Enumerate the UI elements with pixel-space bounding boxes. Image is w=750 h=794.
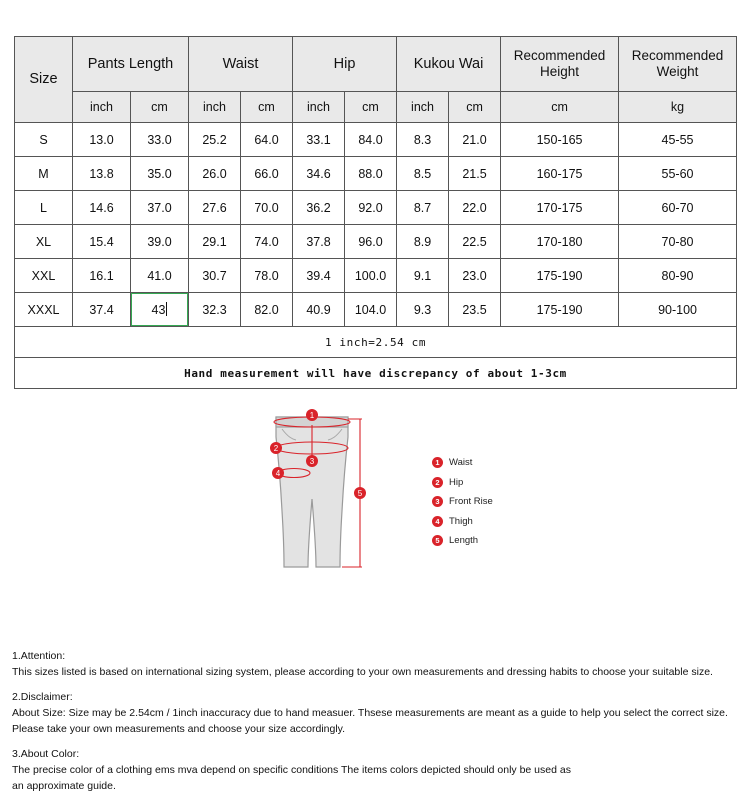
svg-text:3: 3 (309, 457, 315, 466)
unit-pants-inch: inch (73, 92, 131, 123)
cell-pants-inch[interactable]: 13.8 (73, 157, 131, 191)
cell-hip-inch[interactable]: 39.4 (293, 259, 345, 293)
legend-item (432, 516, 493, 527)
cell-pants-cm[interactable]: 37.0 (131, 191, 189, 225)
cell-kukou-inch[interactable]: 9.1 (397, 259, 449, 293)
legend-marker-icon: 4 (432, 516, 443, 527)
cell-pants-inch[interactable]: 37.4 (73, 293, 131, 327)
header-size: Size (15, 37, 73, 123)
note-attention (12, 648, 738, 680)
diagram-legend (432, 457, 493, 555)
cell-waist-cm[interactable]: 78.0 (241, 259, 293, 293)
cell-waist-inch[interactable]: 25.2 (189, 123, 241, 157)
legend-label: Waist (449, 457, 473, 468)
svg-text:4: 4 (275, 469, 281, 478)
cell-weight[interactable]: 90-100 (619, 293, 737, 327)
table-unit-row (15, 92, 737, 123)
cell-weight[interactable]: 70-80 (619, 225, 737, 259)
cell-pants-cm-value: 43 (151, 303, 166, 317)
cell-pants-cm[interactable]: 41.0 (131, 259, 189, 293)
note-about-color-line: The precise color of a clothing ems mva depend on specific conditions The items colors depicted should only be used as (12, 764, 571, 776)
cell-pants-cm-editing[interactable] (131, 293, 189, 327)
cell-height[interactable]: 175-190 (501, 293, 619, 327)
marker-3 (306, 455, 318, 467)
cell-weight[interactable]: 55-60 (619, 157, 737, 191)
cell-pants-cm[interactable]: 35.0 (131, 157, 189, 191)
cell-waist-inch[interactable]: 29.1 (189, 225, 241, 259)
header-kukou-wai: Kukou Wai (397, 37, 501, 92)
legend-item (432, 496, 493, 507)
note-disclaimer-title: 2.Disclaimer: (12, 691, 73, 703)
legend-item (432, 457, 493, 468)
cell-waist-inch[interactable]: 32.3 (189, 293, 241, 327)
cell-height[interactable]: 150-165 (501, 123, 619, 157)
cell-waist-cm[interactable]: 74.0 (241, 225, 293, 259)
cell-height[interactable]: 175-190 (501, 259, 619, 293)
note-attention-title: 1.Attention: (12, 650, 66, 662)
table-row (15, 157, 737, 191)
cell-height[interactable]: 170-180 (501, 225, 619, 259)
table-row (15, 191, 737, 225)
cell-kukou-inch[interactable]: 8.7 (397, 191, 449, 225)
cell-kukou-cm[interactable]: 22.0 (449, 191, 501, 225)
cell-pants-cm[interactable]: 33.0 (131, 123, 189, 157)
cell-kukou-inch[interactable]: 9.3 (397, 293, 449, 327)
pants-illustration (252, 403, 372, 575)
cell-size[interactable]: XXXL (15, 293, 73, 327)
table-row (15, 259, 737, 293)
cell-waist-inch[interactable]: 26.0 (189, 157, 241, 191)
note-disclaimer-line: Please take your own measurements and choose your size accordingly. (12, 723, 346, 735)
legend-item (432, 477, 493, 488)
size-chart-page (0, 36, 750, 792)
measurement-diagram (0, 397, 750, 587)
cell-size[interactable]: L (15, 191, 73, 225)
header-pants-length: Pants Length (73, 37, 189, 92)
cell-weight[interactable]: 80-90 (619, 259, 737, 293)
cell-hip-inch[interactable]: 34.6 (293, 157, 345, 191)
cell-height[interactable]: 170-175 (501, 191, 619, 225)
cell-pants-inch[interactable]: 13.0 (73, 123, 131, 157)
marker-5 (354, 487, 366, 499)
cell-kukou-cm[interactable]: 23.5 (449, 293, 501, 327)
cell-hip-cm[interactable]: 96.0 (345, 225, 397, 259)
cell-hip-inch[interactable]: 33.1 (293, 123, 345, 157)
table-header-row (15, 37, 737, 92)
note-disclaimer (12, 689, 738, 737)
note-disclaimer-line: About Size: Size may be 2.54cm / 1inch inaccuracy due to hand measuer. Thsese measurements are meant as a guide to help you select the correct size. (12, 707, 728, 719)
cell-weight[interactable]: 45-55 (619, 123, 737, 157)
legend-marker-icon: 2 (432, 477, 443, 488)
unit-waist-inch: inch (189, 92, 241, 123)
unit-hip-cm: cm (345, 92, 397, 123)
cell-size[interactable]: M (15, 157, 73, 191)
cell-waist-cm[interactable]: 82.0 (241, 293, 293, 327)
note-inch-conversion: 1 inch=2.54 cm (15, 327, 737, 358)
legend-label: Length (449, 535, 479, 546)
note-attention-line: This sizes listed is based on international sizing system, please according to your own measurements and dressing habits to choose your suitable size. (12, 666, 713, 678)
cell-kukou-cm[interactable]: 21.5 (449, 157, 501, 191)
cell-waist-cm[interactable]: 70.0 (241, 191, 293, 225)
cell-hip-cm[interactable]: 104.0 (345, 293, 397, 327)
cell-size[interactable]: XXL (15, 259, 73, 293)
cell-hip-inch[interactable]: 36.2 (293, 191, 345, 225)
legend-label: Front Rise (449, 496, 493, 507)
cell-kukou-cm[interactable]: 22.5 (449, 225, 501, 259)
table-row (15, 225, 737, 259)
svg-text:2: 2 (273, 444, 279, 453)
legend-label: Hip (449, 476, 464, 488)
size-table (14, 36, 737, 389)
unit-kukou-inch: inch (397, 92, 449, 123)
cell-kukou-inch[interactable]: 8.9 (397, 225, 449, 259)
cell-kukou-cm[interactable]: 23.0 (449, 259, 501, 293)
cell-kukou-cm[interactable]: 21.0 (449, 123, 501, 157)
footer-notes (12, 648, 738, 794)
cell-pants-inch[interactable]: 14.6 (73, 191, 131, 225)
table-row (15, 293, 737, 327)
cell-hip-inch[interactable]: 40.9 (293, 293, 345, 327)
cell-hip-cm[interactable]: 88.0 (345, 157, 397, 191)
pants-svg (252, 403, 372, 575)
header-recommended-weight: Recommended Weight (619, 37, 737, 92)
cell-size[interactable]: XL (15, 225, 73, 259)
svg-text:1: 1 (309, 411, 315, 420)
marker-1 (306, 409, 318, 421)
table-note-row (15, 327, 737, 358)
cell-hip-cm[interactable]: 92.0 (345, 191, 397, 225)
cell-weight[interactable]: 60-70 (619, 191, 737, 225)
note-about-color (12, 746, 738, 794)
note-about-color-line: an approximate guide. (12, 780, 116, 792)
cell-kukou-inch[interactable]: 8.3 (397, 123, 449, 157)
unit-weight-kg: kg (619, 92, 737, 123)
unit-height-cm: cm (501, 92, 619, 123)
header-waist: Waist (189, 37, 293, 92)
unit-hip-inch: inch (293, 92, 345, 123)
note-hand-measurement: Hand measurement will have discrepancy of about 1-3cm (15, 358, 737, 389)
cell-kukou-inch[interactable]: 8.5 (397, 157, 449, 191)
cell-waist-cm[interactable]: 66.0 (241, 157, 293, 191)
cell-waist-inch[interactable]: 27.6 (189, 191, 241, 225)
cell-waist-inch[interactable]: 30.7 (189, 259, 241, 293)
cell-pants-inch[interactable]: 15.4 (73, 225, 131, 259)
marker-2 (270, 442, 282, 454)
cell-size[interactable]: S (15, 123, 73, 157)
unit-kukou-cm: cm (449, 92, 501, 123)
table-row (15, 123, 737, 157)
header-hip: Hip (293, 37, 397, 92)
legend-item (432, 535, 493, 546)
cell-hip-cm[interactable]: 100.0 (345, 259, 397, 293)
legend-marker-icon: 3 (432, 496, 443, 507)
cell-waist-cm[interactable]: 64.0 (241, 123, 293, 157)
table-note-row (15, 358, 737, 389)
legend-marker-icon: 5 (432, 535, 443, 546)
marker-4 (272, 467, 284, 479)
svg-text:5: 5 (357, 489, 363, 498)
legend-marker-icon: 1 (432, 457, 443, 468)
legend-label: Thigh (449, 515, 473, 527)
cell-pants-inch[interactable]: 16.1 (73, 259, 131, 293)
unit-waist-cm: cm (241, 92, 293, 123)
cell-pants-cm[interactable]: 39.0 (131, 225, 189, 259)
note-about-color-title: 3.About Color: (12, 748, 80, 760)
cell-height[interactable]: 160-175 (501, 157, 619, 191)
header-recommended-height: Recommended Height (501, 37, 619, 92)
cell-hip-cm[interactable]: 84.0 (345, 123, 397, 157)
cell-hip-inch[interactable]: 37.8 (293, 225, 345, 259)
unit-pants-cm: cm (131, 92, 189, 123)
